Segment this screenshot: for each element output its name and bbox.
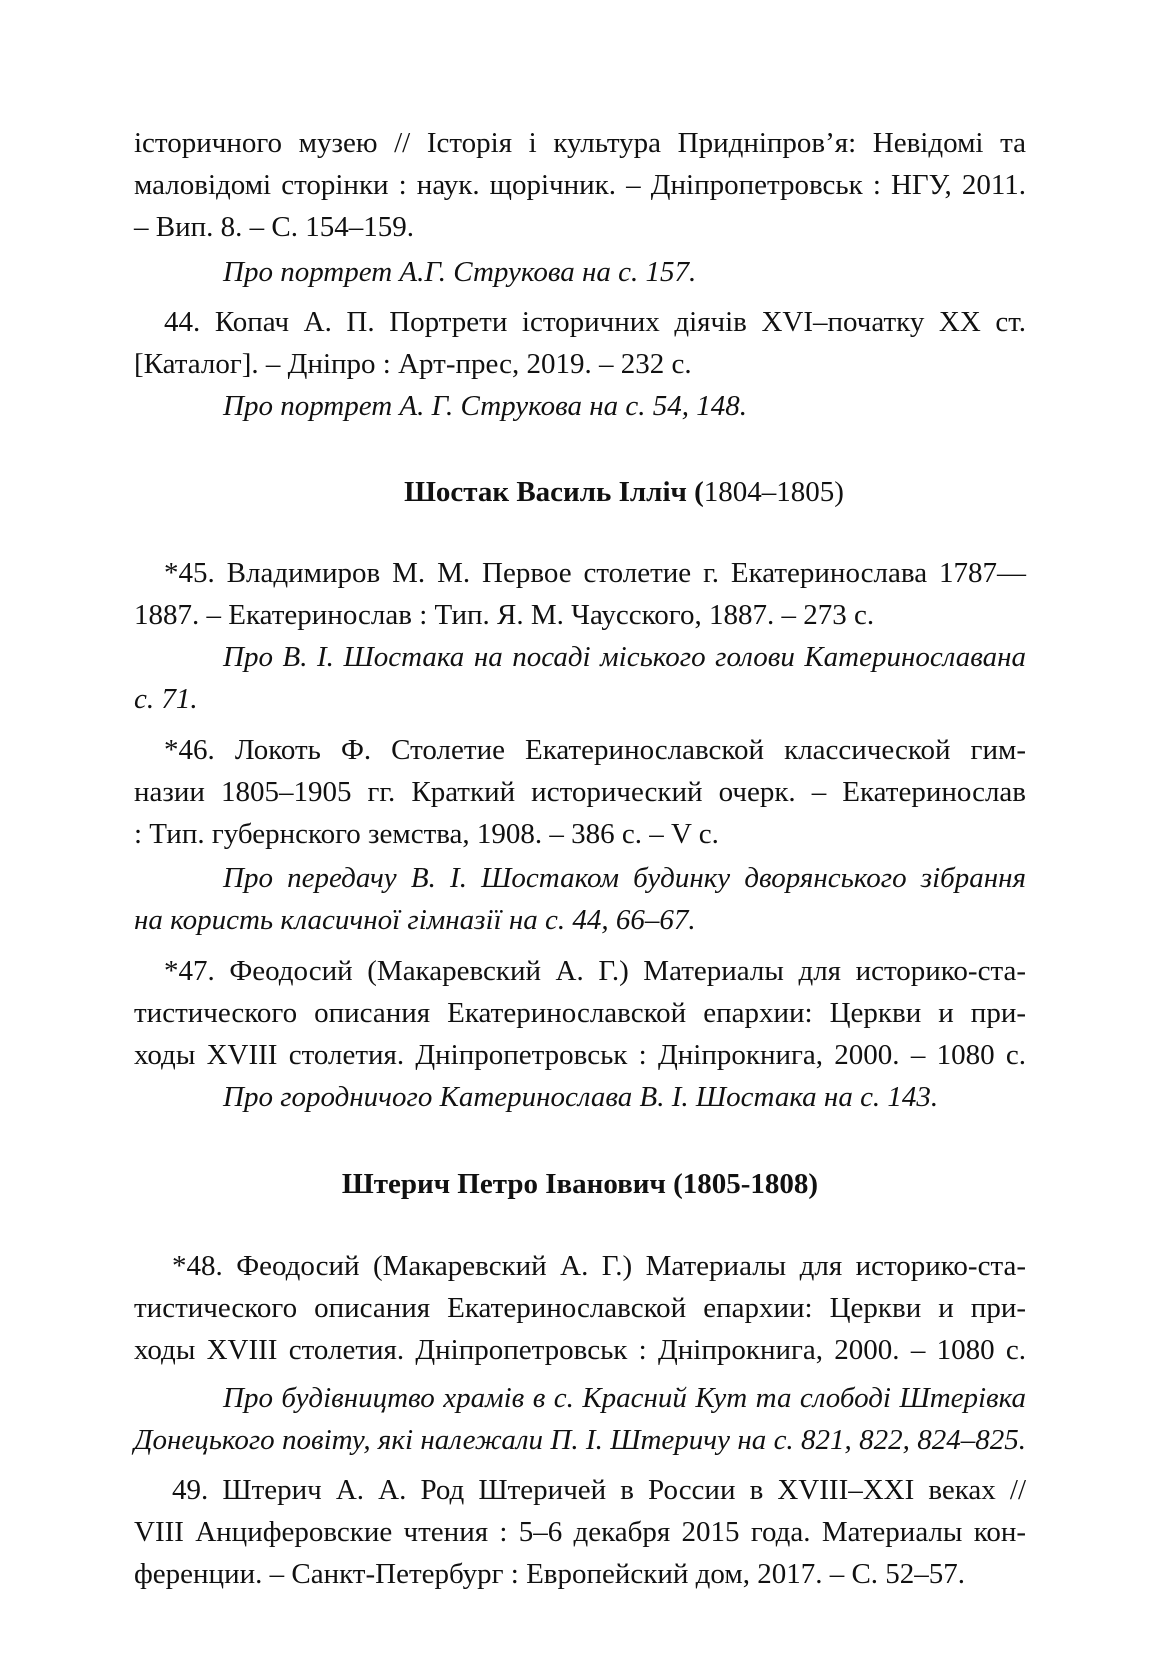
entry-44-note: Про портрет А. Г. Струкова на с. 54, 148. — [223, 390, 748, 422]
entry-43-note: Про портрет А.Г. Струкова на с. 157. — [223, 256, 697, 288]
section-heading-shterych-title: Штерич Петро Іванович (1805-1808) — [341, 1168, 819, 1200]
section-heading-shterych — [134, 1164, 1026, 1204]
entry-45-note-line-2: с. 71. — [134, 683, 198, 715]
entry-45-note-line-1: Про В. І. Шостака на посаді міського голови Катеринославана — [223, 641, 1026, 673]
section-heading-shostak-years: 1804–1805) — [703, 476, 844, 508]
entry-48-note-line-2: Донецького повіту, які належали П. І. Штеричу на с. 821, 822, 824–825. — [134, 1424, 1026, 1456]
entry-46-note-line-2: на користь класичної гімназії на с. 44, 66–67. — [134, 904, 696, 936]
entry-46-line-1: *46. Локоть Ф. Столетие Екатеринославской классической гим- — [164, 734, 1026, 766]
entry-46-line-2: назии 1805–1905 гг. Краткий исторический очерк. – Екатеринослав — [134, 776, 1026, 808]
entry-47-note: Про городничого Катеринослава В. І. Шостака на с. 143. — [223, 1081, 939, 1113]
entry-48-note-line-1: Про будівництво храмів в с. Красний Кут та слободі Штерівка — [223, 1382, 1026, 1414]
entry-44-line-1: 44. Копач А. П. Портрети історичних діячів XVI–початку XX ст. — [164, 306, 1026, 338]
entry-47-line-1: *47. Феодосий (Макаревский А. Г.) Материалы для историко-ста- — [164, 955, 1026, 987]
entry-47-line-2: тистического описания Екатеринославской епархии: Церкви и при- — [134, 997, 1026, 1029]
entry-47-line-3: ходы XVIII столетия. Дніпропетровськ : Дніпрокнига, 2000. – 1080 с. — [134, 1039, 1026, 1071]
entry-43-line-1: історичного музею // Історія і культура Придніпров’я: Невідомі та — [134, 127, 1026, 159]
entry-48-line-3: ходы XVIII столетия. Дніпропетровськ : Дніпрокнига, 2000. – 1080 с. — [134, 1334, 1026, 1366]
entry-49-line-3: ференции. – Санкт-Петербург : Европейский дом, 2017. – С. 52–57. — [134, 1558, 966, 1590]
entry-46-note-line-1: Про передачу В. І. Шостаком будинку дворянського зібрання — [223, 862, 1026, 894]
section-heading-shostak — [178, 472, 1070, 512]
entry-45-line-1: *45. Владимиров М. М. Первое столетие г. Екатеринослава 1787— — [164, 557, 1026, 589]
entry-49-line-2: VIII Анциферовские чтения : 5–6 декабря 2015 года. Материалы кон- — [134, 1516, 1026, 1548]
entry-43-line-3: – Вип. 8. – С. 154–159. — [134, 211, 414, 243]
entry-49-line-1: 49. Штерич А. А. Род Штеричей в России в XVIII–XXI веках // — [172, 1474, 1026, 1506]
entry-45-line-2: 1887. – Екатеринослав : Тип. Я. М. Чаусского, 1887. – 273 с. — [134, 599, 875, 631]
entry-46-line-3: : Тип. губернского земства, 1908. – 386 с. – V с. — [134, 818, 719, 850]
entry-43-line-2: маловідомі сторінки : наук. щорічник. – Дніпропетровськ : НГУ, 2011. — [134, 169, 1026, 201]
section-heading-shostak-name: Шостак Василь Ілліч ( — [404, 476, 704, 508]
entry-48-line-1: *48. Феодосий (Макаревский А. Г.) Материалы для историко-ста- — [172, 1250, 1026, 1282]
entry-48-line-2: тистического описания Екатеринославской епархии: Церкви и при- — [134, 1292, 1026, 1324]
entry-44-line-2: [Каталог]. – Дніпро : Арт-прес, 2019. – 232 с. — [134, 348, 692, 380]
